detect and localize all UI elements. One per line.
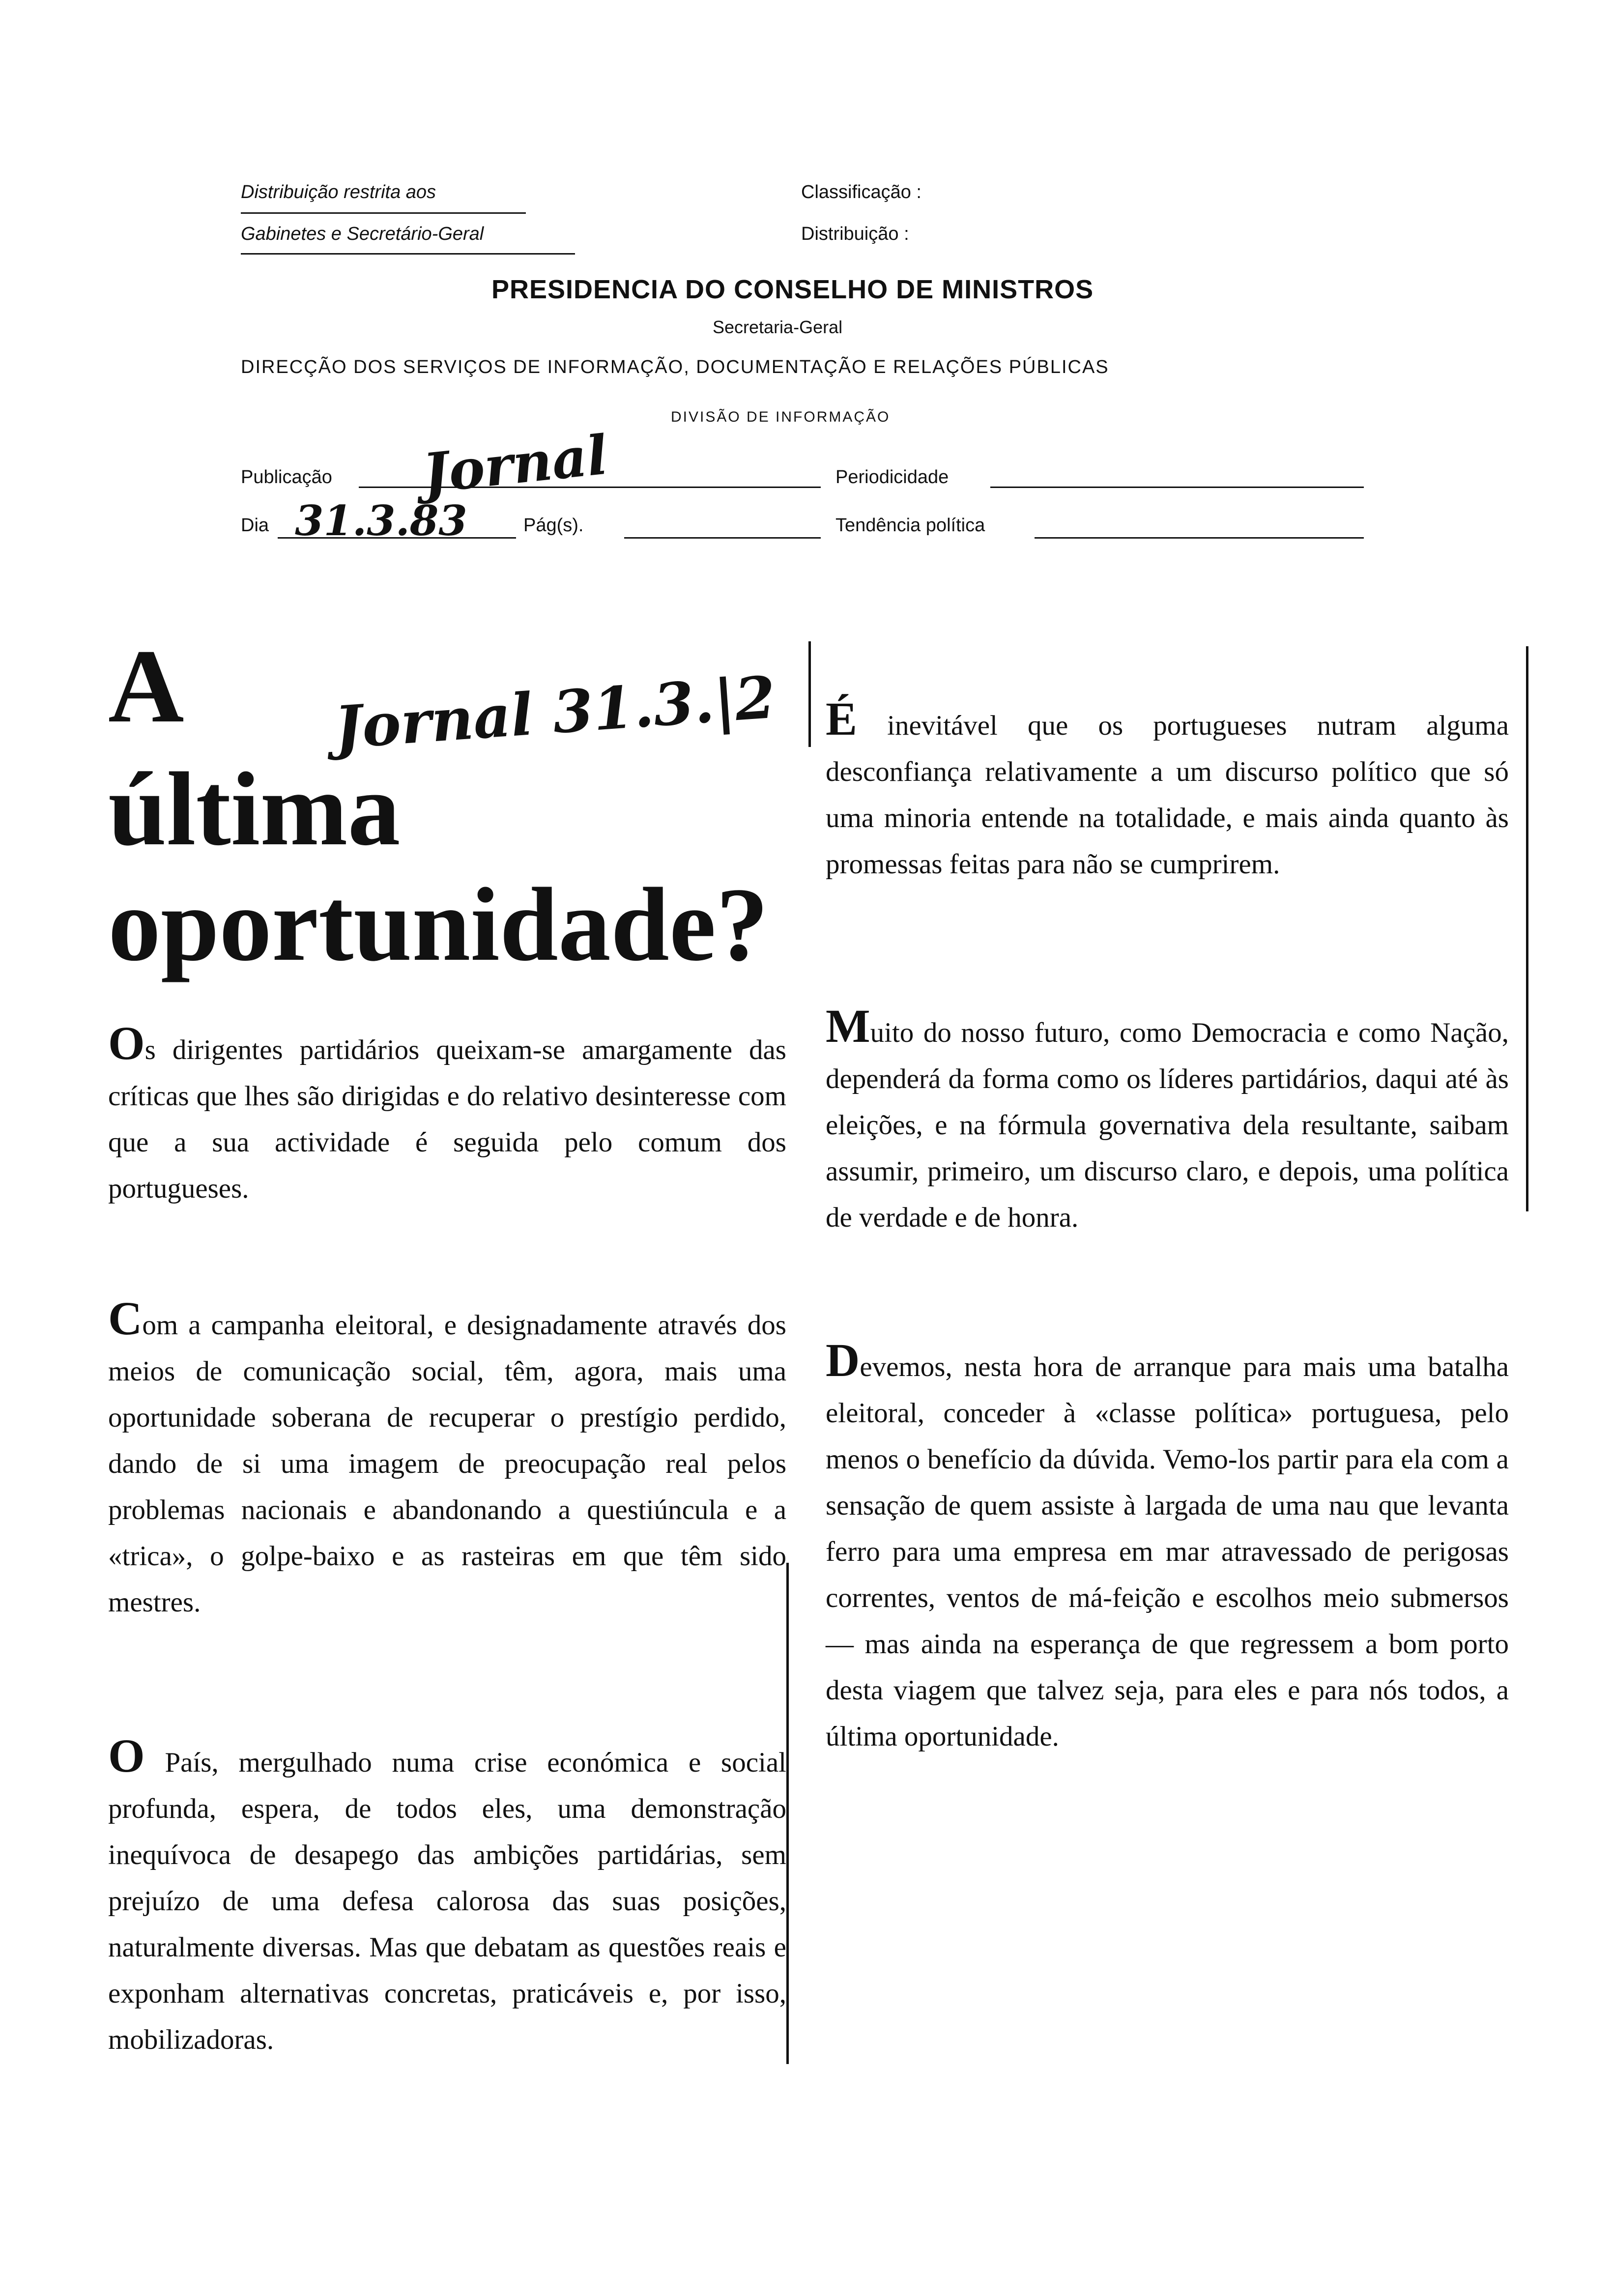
department-name: DIRECÇÃO DOS SERVIÇOS DE INFORMAÇÃO, DOCUMENTAÇÃO E RELAÇÕES PÚBLICAS <box>241 357 1109 377</box>
center-column-rule <box>786 1563 789 2064</box>
right-column-rule-top <box>808 641 811 747</box>
paragraph-left-2 <box>108 1292 786 1626</box>
drop-cap: É <box>826 692 858 745</box>
paragraph-left-1 <box>108 1017 786 1212</box>
paragraph-text: om a campanha eleitoral, e designadamente através dos meios de comunicação social, têm, agora, mais uma oportunidade soberana de recuperar o prestígio perdido, dando de si uma imagem de preocupação real pelos problemas nacionais e abandonando a questiúncula e a «trica», o golpe-baixo e as rasteiras em que têm sido mestres. <box>108 1310 786 1618</box>
paragraph-right-2 <box>826 1000 1509 1241</box>
distribution-underline-1 <box>241 212 526 214</box>
paragraph-text: evemos, nesta hora de arranque para mais uma batalha eleitoral, conceder à «classe política» portuguesa, pelo menos o benefício da dúvida. Vemo-los partir para ela com a sensação de quem assiste à largada de uma nau que levanta ferro para uma empresa em mar atravessado de perigosas correntes, ventos de má-feição e escolhos meio submersos — mas ainda na esperança de que regressem a bom porto desta viagem que talvez seja, para eles e para nós todos, a última oportunidade. <box>826 1351 1509 1752</box>
distribution-underline-2 <box>241 253 575 255</box>
right-edge-rule <box>1526 646 1528 1211</box>
headline-line-1: A <box>108 628 184 745</box>
handwritten-annotation: Jornal 31.3.|2 <box>332 662 778 762</box>
paragraph-right-3 <box>826 1334 1509 1760</box>
paragraph-left-3 <box>108 1729 786 2063</box>
publication-label: Publicação <box>241 467 332 488</box>
day-label: Dia <box>241 515 269 536</box>
classification-label: Classificação : <box>801 182 921 202</box>
pages-label: Pág(s). <box>523 515 584 536</box>
tendency-label: Tendência política <box>835 515 985 536</box>
periodicity-label: Periodicidade <box>835 467 949 488</box>
periodicity-field-line <box>990 487 1364 488</box>
paragraph-text: uito do nosso futuro, como Democracia e como Nação, dependerá da forma como os líderes partidários, daqui até às eleições, e na fórmula governativa dela resultante, saibam assumir, primeiro, um discurso claro, e depois, uma política de verdade e de honra. <box>826 1017 1509 1233</box>
drop-cap: O <box>108 1017 145 1069</box>
distribution-line2: Gabinetes e Secretário-Geral <box>241 224 484 244</box>
paragraph-text: s dirigentes partidários queixam-se amargamente das críticas que lhes são dirigidas e do relativo desinteresse com que a sua actividade é seguida pelo comum dos portugueses. <box>108 1034 786 1204</box>
distribution-line1: Distribuição restrita aos <box>241 182 436 202</box>
division-name: DIVISÃO DE INFORMAÇÃO <box>671 409 891 425</box>
org-title: PRESIDENCIA DO CONSELHO DE MINISTROS <box>491 275 1094 304</box>
distribution-label: Distribuição : <box>801 224 909 244</box>
drop-cap: D <box>826 1334 860 1386</box>
tendency-field-line <box>1035 537 1364 539</box>
drop-cap: C <box>108 1292 143 1345</box>
publication-handwritten-value: Jornal <box>420 423 611 506</box>
headline-line-2: última <box>108 751 401 867</box>
day-handwritten-value: 31.3.83 <box>295 496 467 545</box>
drop-cap: M <box>826 1000 870 1052</box>
pages-field-line <box>624 537 821 539</box>
drop-cap: O <box>108 1729 145 1782</box>
paragraph-text: inevitável que os portugueses nutram alguma desconfiança relativamente a um discurso político que só uma minoria entende na totalidade, e mais ainda quanto às promessas feitas para não se cumprirem. <box>826 710 1509 880</box>
org-subtitle: Secretaria-Geral <box>713 317 843 337</box>
headline-line-3: oportunidade? <box>108 866 769 983</box>
paragraph-text: País, mergulhado numa crise económica e social profunda, espera, de todos eles, uma demonstração inequívoca de desapego das ambições partidárias, sem prejuízo de uma defesa calorosa das suas posições, naturalmente diversas. Mas que debatam as questões reais e exponham alternativas concretas, praticáveis e, por isso, mobilizadoras. <box>108 1747 786 2055</box>
paragraph-right-1 <box>826 692 1509 888</box>
